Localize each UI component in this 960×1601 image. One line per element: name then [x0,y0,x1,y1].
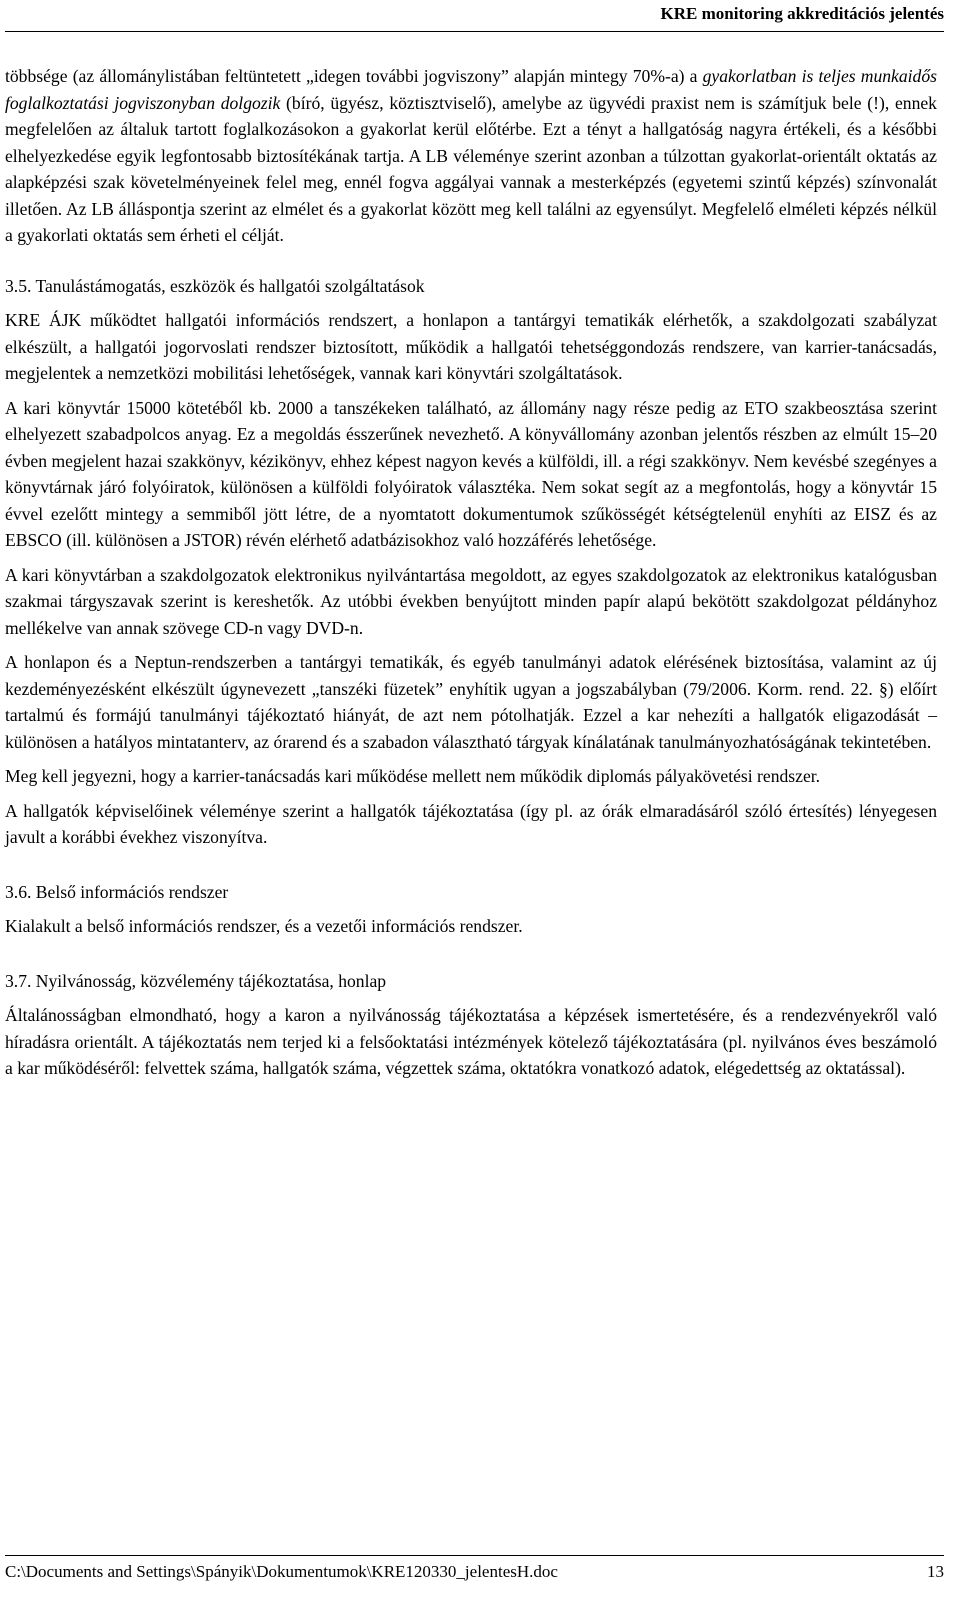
paragraph-1-italic: gyakorlatban is teljes munkaidős foglalkoztatási jogviszonyban dolgozik [5,66,937,113]
paragraph-1-text-a: többsége (az állománylistában feltüntetett „idegen további jogviszony” alapján mintegy 70%-a) a [5,66,703,86]
header-title: KRE monitoring akkreditációs jelentés [660,4,944,23]
section-heading-3-6: 3.6. Belső információs rendszer [5,881,229,902]
document-body [5,63,937,1082]
paragraph-theses: A kari könyvtárban a szakdolgozatok elektronikus nyilvántartása megoldott, az egyes szakdolgozatok az elektronikus katalógusban szakmai tárgyszavak szerint is kereshetők. Az utóbbi években benyújtott minden papír alapú bekötött szakdolgozat példányhoz mellékelve van annak szövege CD-n vagy DVD-n. [5,564,937,638]
paragraph-website: A honlapon és a Neptun-rendszerben a tantárgyi tematikák, és egyéb tanulmányi adatok elérésének biztosítása, valamint az új kezdeményezésként elkészült úgynevezett „tanszéki füzetek” enyhítik ugyan a jogszabályban (79/2006. Korm. rend. 22. §) előírt tartalmú és formájú tanulmányi tájékoztató hiányát, de azt nem pótolhatják. Ezzel a kar nehezíti a hallgatók eligazodását – különösen a hatályos mintatanterv, az órarend és a szabadon választható tárgyak kínálatának tanulmányozhatóságának tekintetében. [5,652,937,752]
paragraph-publicity: Általánosságban elmondható, hogy a karon a nyilvánosság tájékoztatása a képzések ismertetésére, és a rendezvényekről való híradásra orientált. A tájékoztatás nem terjed ki a felsőoktatási intézmények kötelező tájékoztatására (pl. nyilvános éves beszámoló a kar működéséről: felvettek száma, hallgatók száma, végzettek száma, oktatókra vonatkozó adatok, elégedettség az oktatással). [5,1005,937,1078]
page-footer [5,1555,944,1588]
footer-file-path: C:\Documents and Settings\Spányik\Dokumentumok\KRE120330_jelentesH.doc [5,1562,558,1581]
paragraph-student-opinion: A hallgatók képviselőinek véleménye szerint a hallgatók tájékoztatása (így pl. az órák elmaradásáról szóló értesítés) lényegesen javult a korábbi évekhez viszonyítva. [5,800,937,847]
paragraph-info-system: Kialakult a belső információs rendszer, és a vezetői információs rendszer. [5,916,523,936]
paragraph-services: KRE ÁJK működtet hallgatói információs rendszert, a honlapon a tantárgyi tematikák elérhetők, a szakdolgozati szabályzat elkészült, a hallgatói jogorvoslati rendszer biztosított, működik a hallgatói tehetséggondozás rendszere, van karrier-tanácsadás, megjelentek a nemzetközi mobilitási lehetőségek, vannak kari könyvtári szolgáltatások. [5,310,937,383]
section-heading-3-7: 3.7. Nyilvánosság, közvélemény tájékoztatása, honlap [5,970,387,991]
paragraph-continuation [5,63,937,249]
section-heading-3-5: 3.5. Tanulástámogatás, eszközök és hallgatói szolgáltatások [5,275,425,296]
paragraph-1-text-b: (bíró, ügyész, köztisztviselő), amelybe az ügyvédi praxist nem is számítjuk bele (!), ennek megfelelően az általuk tartott foglalkozásokon a gyakorlat kerül előtérbe. Ezt a tényt a hallgatóság nagyra értékeli, és a későbbi elhelyezkedése egyik legfontosabb biztosítékának tartja. A LB véleménye szerint azonban a túlzottan gyakorlat-orientált oktatás az alapképzési szak követelményeinek felel meg, ennél fogva aggályai vannak a mesterképzés (egyetemi szintű képzés) színvonalát illetően. Az LB álláspontja szerint az elmélet és a gyakorlat között meg kell találni az egyensúlyt. Megfelelő elméleti képzés nélkül a gyakorlati oktatás sem érheti el célját. [5,92,937,245]
paragraph-career: Meg kell jegyezni, hogy a karrier-tanácsadás kari működése mellett nem működik diplomás pályakövetési rendszer. [5,766,821,786]
page-header [5,1,944,32]
paragraph-library: A kari könyvtár 15000 kötetéből kb. 2000 a tanszékeken található, az állomány nagy része pedig az ETO szakbeosztása szerint elhelyezett szabadpolcos anyag. Ez a megoldás ésszerűnek nevezhető. A könyvállomány azonban jelentős részben az elmúlt 15–20 évben megjelent hazai szakkönyv, kézikönyv, ehhez képest nagyon kevés a külföldi, ill. a régi szakkönyv. Nem kevésbé szegényes a könyvtárnak járó folyóiratok, különösen a külföldi folyóiratok választéka. Nem sokat segít az a megfontolás, hogy a könyvtár 15 évvel ezelőtt mintegy a semmiből jött létre, de a nyomtatott dokumentumok szűkösségét kétségtelenül enyhíti az EISZ és az EBSCO (ill. különösen a JSTOR) révén elérhető adatbázisokhoz való hozzáférés lehetősége. [5,397,937,550]
footer-page-number: 13 [927,1562,944,1581]
